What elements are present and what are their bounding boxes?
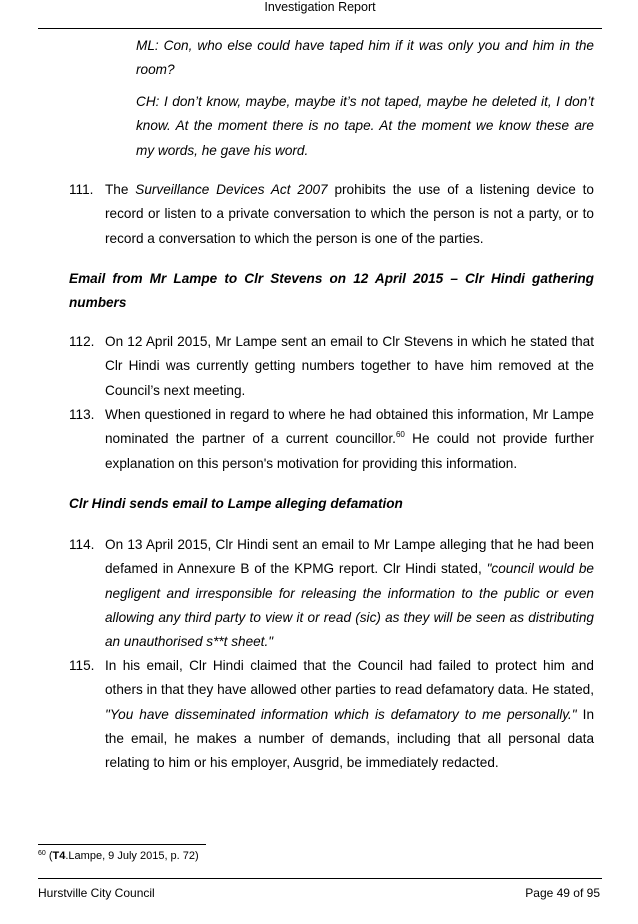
paragraph-number: 112. <box>69 334 95 349</box>
transcript-ref: T4 <box>52 850 66 862</box>
paragraph-body: When questioned in regard to where he had obtained this information, Mr Lampe nominated the partner of a current councillor.$^{60}$ He could not provide further explanation on this person's motivation for providing this information. <box>105 407 595 471</box>
paragraph-number: 115. <box>69 658 95 673</box>
paragraph-114 <box>69 533 594 654</box>
paragraph-113 <box>69 403 594 476</box>
email-quote: "council would be negligent and irresponsible for releasing the information to the public or even allowing any third party to view it or read (sic) as they will be seen as distributing an unauthorised s**t sheet." <box>105 561 594 650</box>
paragraph-number: 114. <box>69 537 95 552</box>
footnote-reference[interactable]: 60 <box>395 430 405 440</box>
interview-quote-ch: CH: I don’t know, maybe, maybe it’s not taped, maybe he deleted it, I don’t know. At the moment there is no tape. At the moment we know these are my words, he gave his word. <box>136 94 594 158</box>
paragraph-115 <box>69 654 594 775</box>
paragraph-body: In his email, Clr Hindi claimed that the Council had failed to protect him and others in that they have allowed other parties to read defamatory data. He stated, "You have disseminated information which is defamatory to me personally." In the email, he makes a number of demands, including that all personal data relating to him or his employer, Ausgrid, be immediately redacted. <box>105 658 594 771</box>
paragraph-111 <box>69 178 594 251</box>
section-heading-lampe-email: Email from Mr Lampe to Clr Stevens on 12 April 2015 – Clr Hindi gathering numbers <box>69 271 594 311</box>
paragraph-112 <box>69 330 594 403</box>
paragraph-body: The Surveillance Devices Act 2007 prohibits the use of a listening device to record or listen to a private conversation to which the person is not a party, or to record a conversation to which the person is one of the parties. <box>105 182 594 246</box>
header-divider <box>38 28 602 29</box>
paragraph-number: 111. <box>69 182 94 197</box>
footnote-number: 60 <box>38 850 46 857</box>
footer-organisation: Hurstville City Council <box>38 886 155 900</box>
footnote-60: $^{60}$ (T4.Lampe, 9 July 2015, p. 72) <box>38 850 199 862</box>
footnote-divider <box>38 844 206 845</box>
page-number: Page 49 of 95 <box>525 886 600 900</box>
interview-quote-ml: ML: Con, who else could have taped him if it was only you and him in the room? <box>136 38 594 78</box>
paragraph-number: 113. <box>69 407 95 422</box>
footer-divider <box>38 878 602 879</box>
email-quote: "You have disseminated information which is defamatory to me personally." <box>105 706 577 722</box>
act-title: Surveillance Devices Act 2007 <box>135 182 328 197</box>
section-heading-hindi-defamation: Clr Hindi sends email to Lampe alleging defamation <box>69 496 403 511</box>
header-title: Investigation Report <box>264 0 376 14</box>
paragraph-body: On 13 April 2015, Clr Hindi sent an email to Mr Lampe alleging that he had been defamed in Annexure B of the KPMG report. Clr Hindi stated, "council would be negligent and irresponsible for releasing the information to the public or even allowing any third party to view it or read (sic) as they will be seen as distributing an unauthorised s**t sheet." <box>105 537 594 650</box>
paragraph-body: On 12 April 2015, Mr Lampe sent an email to Clr Stevens in which he stated that Clr Hindi was currently getting numbers together to have him removed at the Council’s next meeting. <box>105 334 594 398</box>
